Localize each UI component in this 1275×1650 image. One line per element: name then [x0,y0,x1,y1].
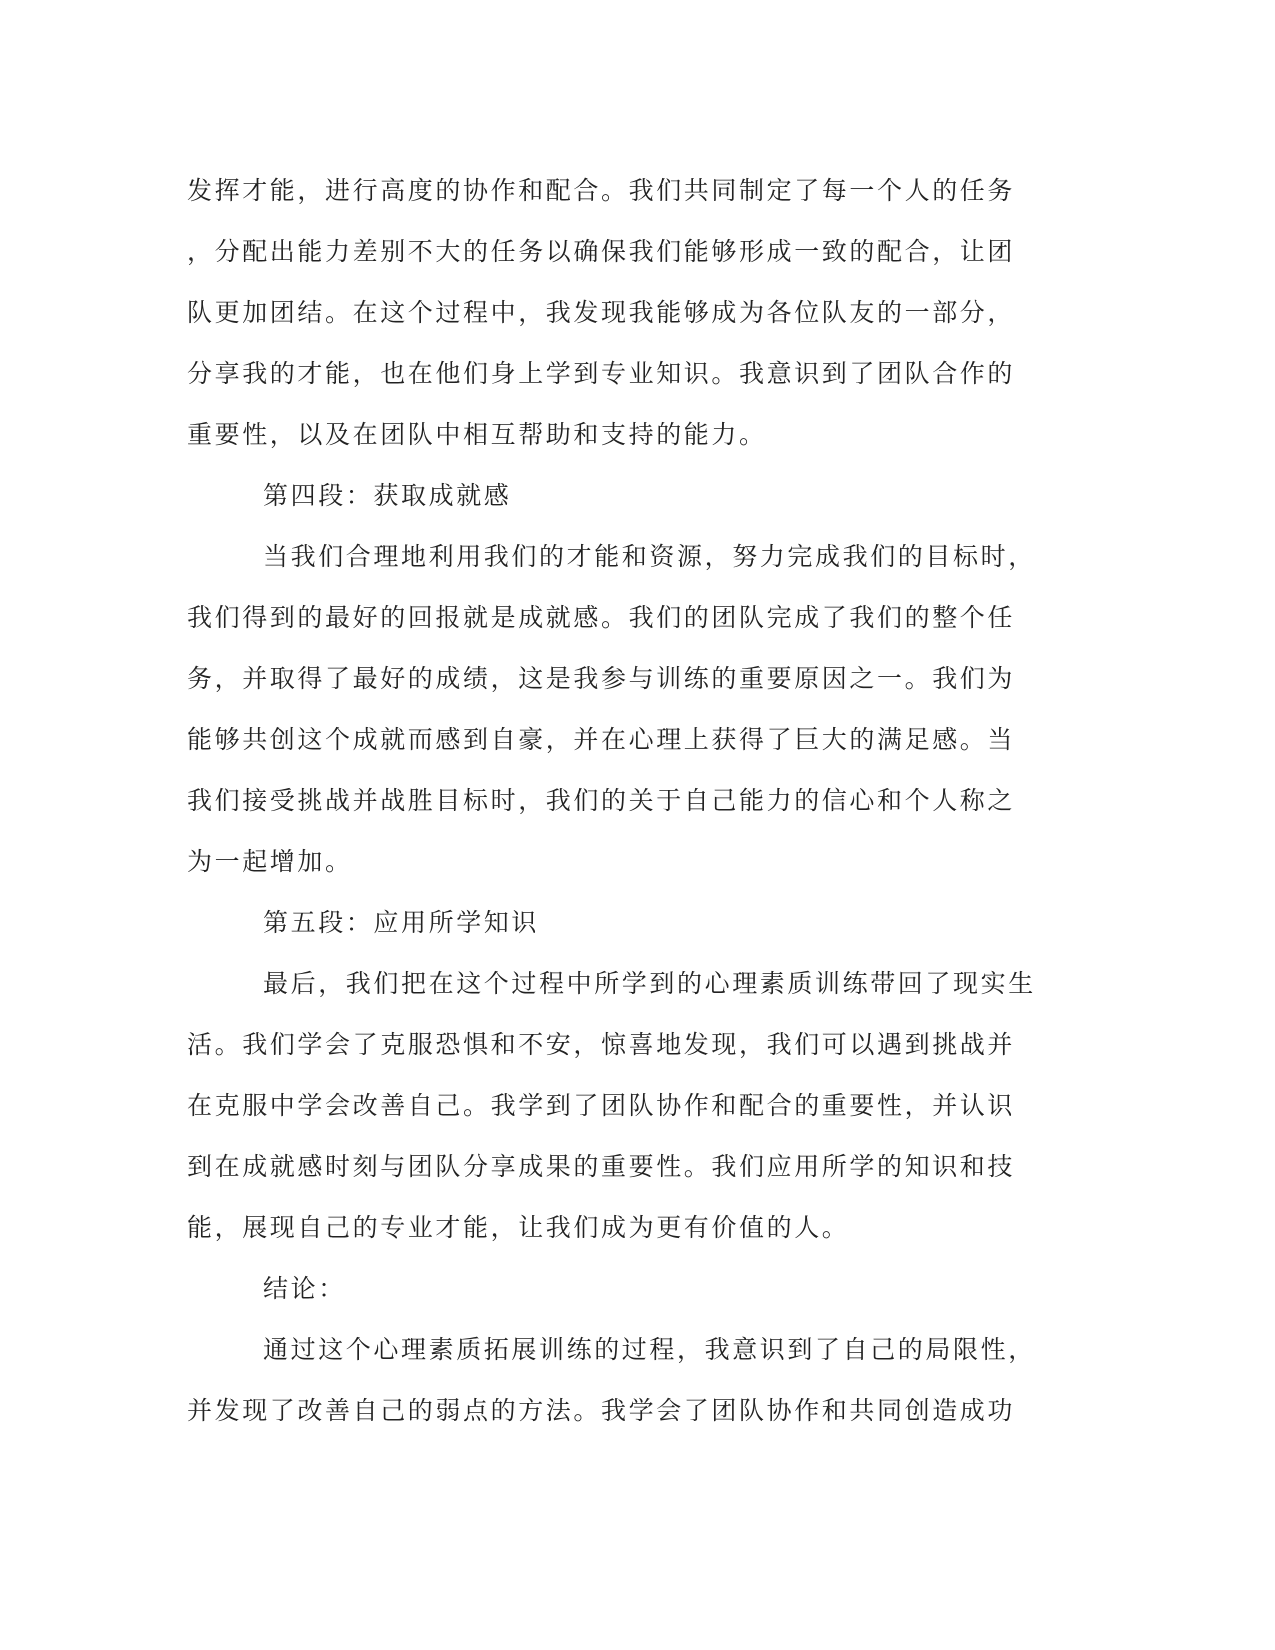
text-line: 通过这个心理素质拓展训练的过程，我意识到了自己的局限性， [263,1335,1036,1364]
text-line: 最后，我们把在这个过程中所学到的心理素质训练带回了现实生 [263,969,1036,998]
text-line: 队更加团结。在这个过程中，我发现我能够成为各位队友的一部分， [187,298,1016,327]
text-line: 当我们合理地利用我们的才能和资源，努力完成我们的目标时， [263,542,1036,571]
section-heading: 第四段：获取成就感 [263,481,512,510]
text-line: 到在成就感时刻与团队分享成果的重要性。我们应用所学的知识和技 [187,1152,1016,1181]
section-heading: 结论： [263,1274,346,1303]
text-line: ，分配出能力差别不大的任务以确保我们能够形成一致的配合，让团 [187,237,1016,266]
text-line: 能，展现自己的专业才能，让我们成为更有价值的人。 [187,1213,850,1242]
text-line: 并发现了改善自己的弱点的方法。我学会了团队协作和共同创造成功 [187,1396,1016,1425]
section-heading: 第五段：应用所学知识 [263,908,540,937]
text-line: 在克服中学会改善自己。我学到了团队协作和配合的重要性，并认识 [187,1091,1016,1120]
text-line: 为一起增加。 [187,847,353,876]
text-line: 务，并取得了最好的成绩，这是我参与训练的重要原因之一。我们为 [187,664,1016,693]
text-line: 分享我的才能，也在他们身上学到专业知识。我意识到了团队合作的 [187,359,1016,388]
document-body [187,160,1067,1441]
text-line: 重要性，以及在团队中相互帮助和支持的能力。 [187,420,767,449]
text-line: 能够共创这个成就而感到自豪，并在心理上获得了巨大的满足感。当 [187,725,1016,754]
text-line: 活。我们学会了克服恐惧和不安，惊喜地发现，我们可以遇到挑战并 [187,1030,1016,1059]
text-line: 发挥才能，进行高度的协作和配合。我们共同制定了每一个人的任务 [187,176,1016,205]
text-line: 我们接受挑战并战胜目标时，我们的关于自己能力的信心和个人称之 [187,786,1016,815]
text-line: 我们得到的最好的回报就是成就感。我们的团队完成了我们的整个任 [187,603,1016,632]
